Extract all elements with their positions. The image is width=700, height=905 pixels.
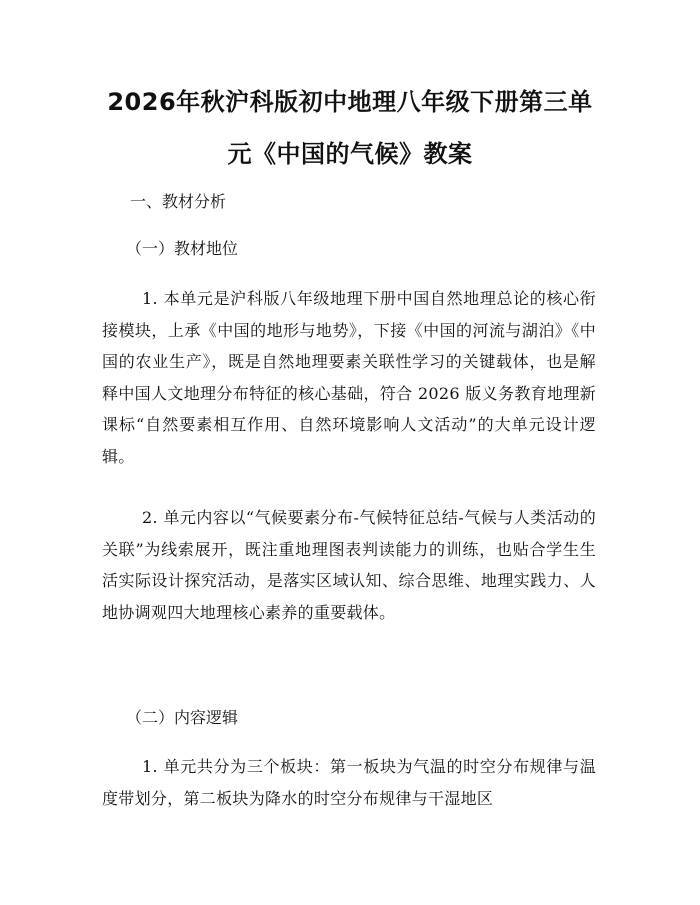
subsection-heading-content-logic: （二）内容逻辑 xyxy=(126,708,239,727)
document-title-line2: 元《中国的气候》教案 xyxy=(227,140,473,168)
paragraph-unit-position: 1. 本单元是沪科版八年级地理下册中国自然地理总论的核心衔接模块，上承《中国的地形与地势》，下接《中国的河流与湖泊》《中国的农业生产》，既是自然地理要素关联性学习的关键载体，也是解释中国人文地理分布特征的核心基础，符合 2026 版义务教育地理新课标“自然要素相互作用、自然环境影响人文活动”的大单元设计逻辑。 xyxy=(102,289,596,466)
subsection-heading-material-status: （一）教材地位 xyxy=(126,239,239,258)
section-heading-teaching-material-analysis: 一、教材分析 xyxy=(130,192,227,211)
paragraph-unit-content: 2. 单元内容以“气候要素分布-气候特征总结-气候与人类活动的关联”为线索展开，既注重地理图表判读能力的训练，也贴合学生生活实际设计探究活动，是落实区域认知、综合思维、地理实践力、人地协调观四大地理核心素养的重要载体。 xyxy=(102,508,596,622)
paragraph-unit-structure: 1. 单元共分为三个板块：第一板块为气温的时空分布规律与温度带划分，第二板块为降水的时空分布规律与干湿地区 xyxy=(102,757,596,808)
document-title-line1: 2026年秋沪科版初中地理八年级下册第三单 xyxy=(107,88,593,116)
